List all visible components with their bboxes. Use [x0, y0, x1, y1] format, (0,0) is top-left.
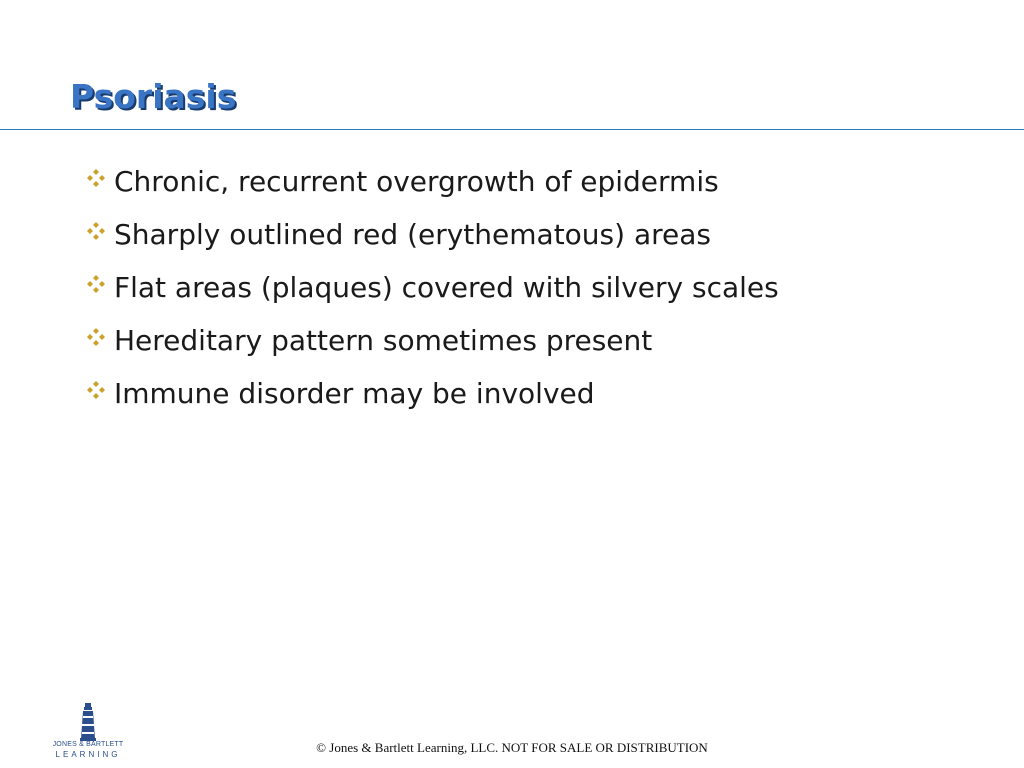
bullet-item	[84, 162, 779, 215]
four-diamond-icon	[84, 325, 108, 349]
bullet-text: Hereditary pattern sometimes present	[114, 324, 653, 357]
logo-line-1: JONES & BARTLETT	[52, 741, 124, 748]
title-divider	[0, 129, 1024, 130]
lighthouse-icon	[52, 703, 124, 741]
bullet-item	[84, 215, 779, 268]
four-diamond-icon	[84, 219, 108, 243]
copyright-notice: © Jones & Bartlett Learning, LLC. NOT FOR SALE OR DISTRIBUTION	[316, 740, 708, 755]
bullet-item	[84, 268, 779, 321]
bullet-text: Flat areas (plaques) covered with silvery scales	[114, 271, 779, 304]
logo-line-2: LEARNING	[55, 750, 121, 759]
bullet-item	[84, 374, 779, 427]
four-diamond-icon	[84, 378, 108, 402]
bullet-text: Immune disorder may be involved	[114, 377, 595, 410]
bullet-item	[84, 321, 779, 374]
bullet-text: Sharply outlined red (erythematous) areas	[114, 218, 711, 251]
slide-title: Psoriasis	[70, 77, 237, 116]
bullet-text: Chronic, recurrent overgrowth of epidermis	[114, 165, 719, 198]
four-diamond-icon	[84, 272, 108, 296]
bullet-list	[84, 162, 779, 427]
four-diamond-icon	[84, 166, 108, 190]
